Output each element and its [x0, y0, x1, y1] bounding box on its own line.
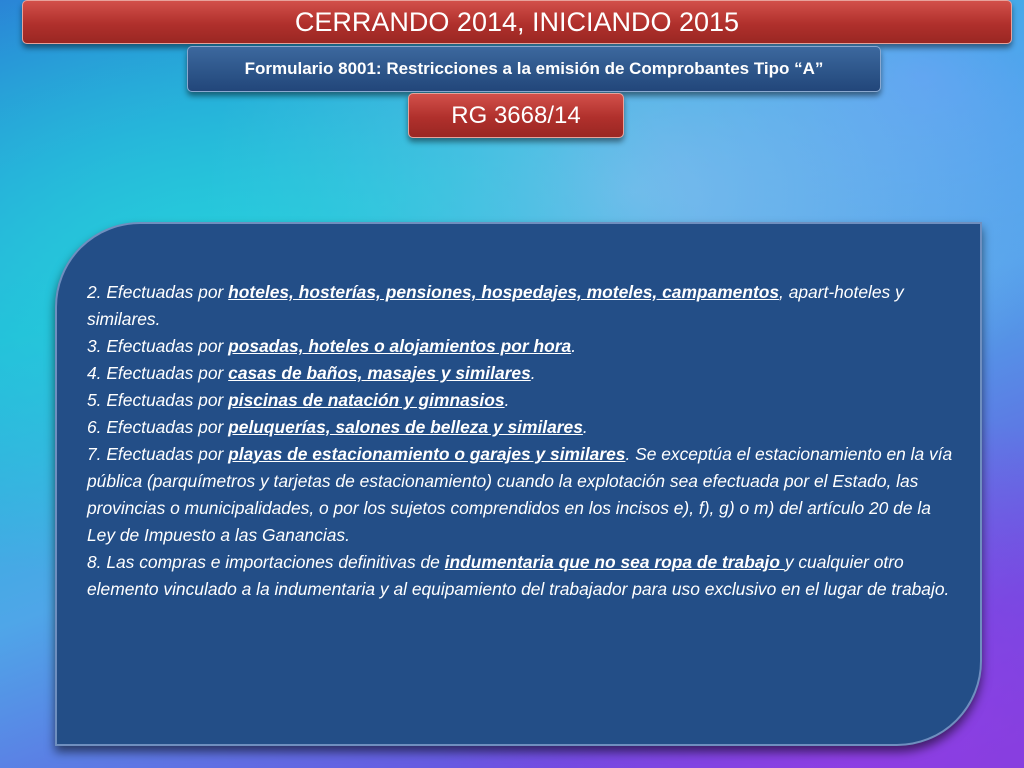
item-suffix: y cualquier otro elemento vinculado a la indumentaria y al equipamiento del trabajador para uso exclusivo en el lugar de trabajo.: [87, 552, 950, 599]
resolution-banner: [408, 93, 624, 138]
list-item: [87, 387, 957, 414]
list-item: [87, 333, 957, 360]
item-highlight: posadas, hoteles o alojamientos por hora: [228, 336, 572, 356]
item-prefix: 4. Efectuadas por: [87, 363, 229, 383]
item-highlight: piscinas de natación y gimnasios: [228, 390, 505, 410]
list-item: [87, 279, 957, 333]
item-highlight: indumentaria que no sea ropa de trabajo: [444, 552, 785, 572]
item-suffix: .: [571, 336, 577, 356]
item-highlight: casas de baños, masajes y similares: [228, 363, 531, 383]
item-prefix: 3. Efectuadas por: [87, 336, 229, 356]
item-suffix: .: [582, 417, 588, 437]
list-item: [87, 441, 957, 549]
resolution-label: RG 3668/14: [451, 101, 581, 129]
page-title: CERRANDO 2014, INICIANDO 2015: [294, 6, 740, 37]
item-prefix: 7. Efectuadas por: [87, 444, 229, 464]
title-banner: [22, 0, 1012, 44]
content-panel: [55, 222, 982, 746]
content-text: [87, 279, 957, 603]
item-prefix: 6. Efectuadas por: [87, 417, 229, 437]
item-highlight: playas de estacionamiento o garajes y similares: [228, 444, 626, 464]
item-suffix: . Se exceptúa el estacionamiento en la vía pública (parquímetros y tarjetas de estacionamiento) cuando la explotación sea efectuada por el Estado, las provincias o municipalidades, o por los sujetos comprendidos en los incisos e), f), g) o m) del artículo 20 de la Ley de Impuesto a las Ganancias.: [87, 444, 953, 545]
list-item: [87, 549, 957, 603]
page-subtitle: Formulario 8001: Restricciones a la emisión de Comprobantes Tipo “A”: [244, 59, 824, 78]
item-suffix: .: [504, 390, 510, 410]
item-suffix: , apart-hoteles y similares.: [87, 282, 904, 329]
subtitle-banner: [187, 46, 881, 92]
item-highlight: peluquerías, salones de belleza y similares: [228, 417, 583, 437]
item-prefix: 8. Las compras e importaciones definitivas de: [87, 552, 445, 572]
list-item: [87, 360, 957, 387]
item-prefix: 2. Efectuadas por: [87, 282, 229, 302]
item-suffix: .: [530, 363, 536, 383]
list-item: [87, 414, 957, 441]
item-prefix: 5. Efectuadas por: [87, 390, 229, 410]
item-highlight: hoteles, hosterías, pensiones, hospedajes, moteles, campamentos: [228, 282, 780, 302]
